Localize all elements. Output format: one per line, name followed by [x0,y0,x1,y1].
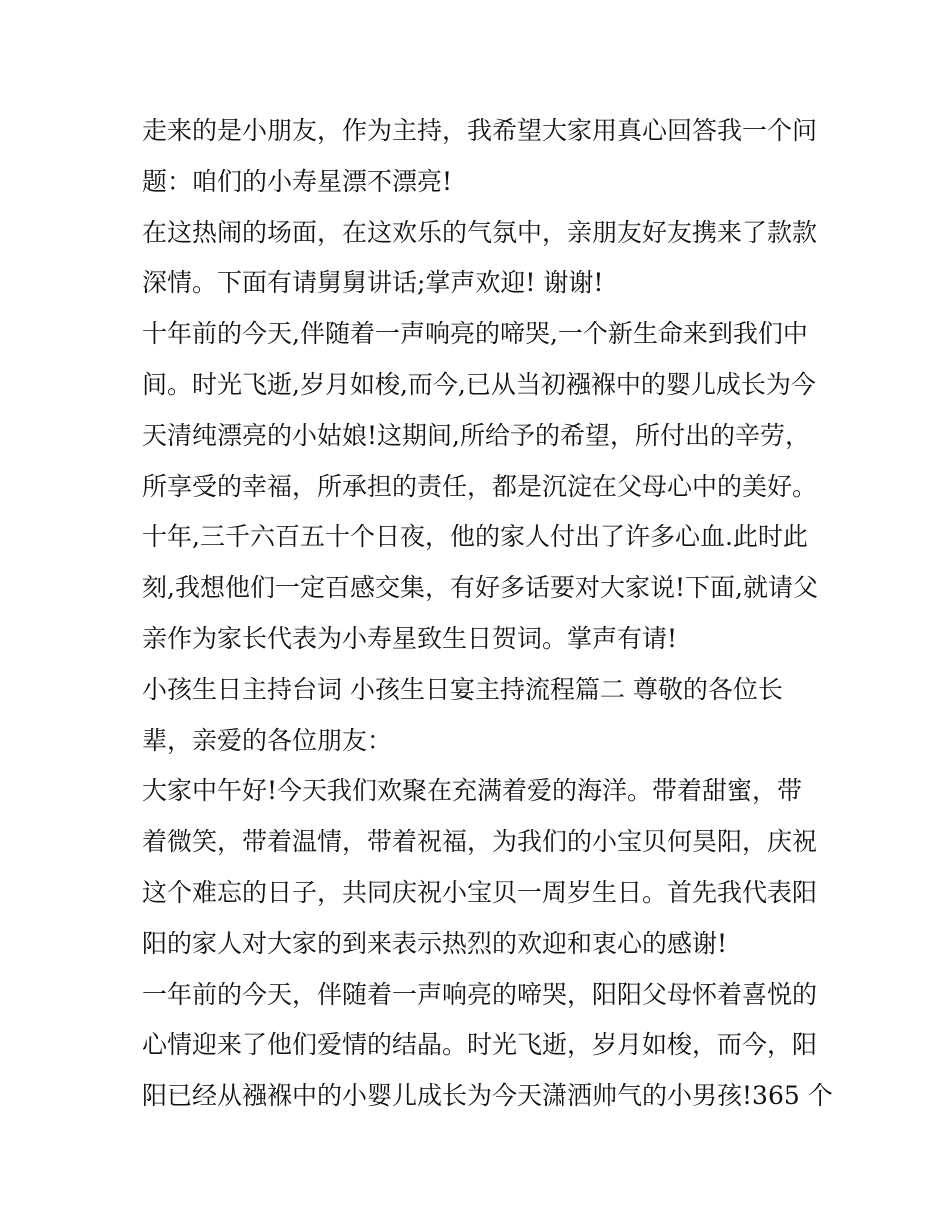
text-line-7: 天清纯漂亮的小姑娘!这期间,所给予的希望，所付出的辛劳， [142,420,810,450]
text-line-9: 十年,三千六百五十个日夜，他的家人付出了许多心血.此时此 [142,522,808,552]
text-line-19: 心情迎来了他们爱情的结晶。时光飞逝，岁月如梭，而今，阳 [142,1030,818,1060]
document-body [142,106,833,1122]
text-line-8: 所享受的幸福，所承担的责任，都是沉淀在父母心中的美好。 [142,471,818,501]
text-line-15: 着微笑，带着温情，带着祝福，为我们的小宝贝何昊阳，庆祝 [142,827,818,857]
text-line-17: 阳的家人对大家的到来表示热烈的欢迎和衷心的感谢! [142,928,728,958]
text-line-3: 在这热闹的场面，在这欢乐的气氛中，亲朋友好友携来了款款 [142,217,818,247]
text-line-11: 亲作为家长代表为小寿星致生日贺词。掌声有请! [142,623,678,653]
text-line-20: 阳已经从襁褓中的小婴儿成长为今天潇洒帅气的小男孩!365 个 [142,1081,833,1111]
text-line-2: 题：咱们的小寿星漂不漂亮! [142,166,453,196]
text-line-10: 刻,我想他们一定百感交集，有好多话要对大家说!下面,就请父 [142,573,818,603]
text-line-18: 一年前的今天，伴随着一声响亮的啼哭，阳阳父母怀着喜悦的 [142,979,818,1009]
text-line-12: 小孩生日主持台词 小孩生日宴主持流程篇二 尊敬的各位长 [142,674,783,704]
text-line-16: 这个难忘的日子，共同庆祝小宝贝一周岁生日。首先我代表阳 [142,877,818,907]
text-line-13: 辈，亲爱的各位朋友： [142,725,393,755]
text-line-1: 走来的是小朋友，作为主持，我希望大家用真心回答我一个问 [142,116,818,145]
text-line-5: 十年前的今天,伴随着一声响亮的啼哭,一个新生命来到我们中 [142,319,808,349]
text-line-6: 间。时光飞逝,岁月如梭,而今,已从当初襁褓中的婴儿成长为今 [142,369,816,399]
text-line-14: 大家中午好!今天我们欢聚在充满着爱的海洋。带着甜蜜，带 [142,776,803,806]
text-line-4: 深情。下面有请舅舅讲话;掌声欢迎! 谢谢! [142,268,604,298]
